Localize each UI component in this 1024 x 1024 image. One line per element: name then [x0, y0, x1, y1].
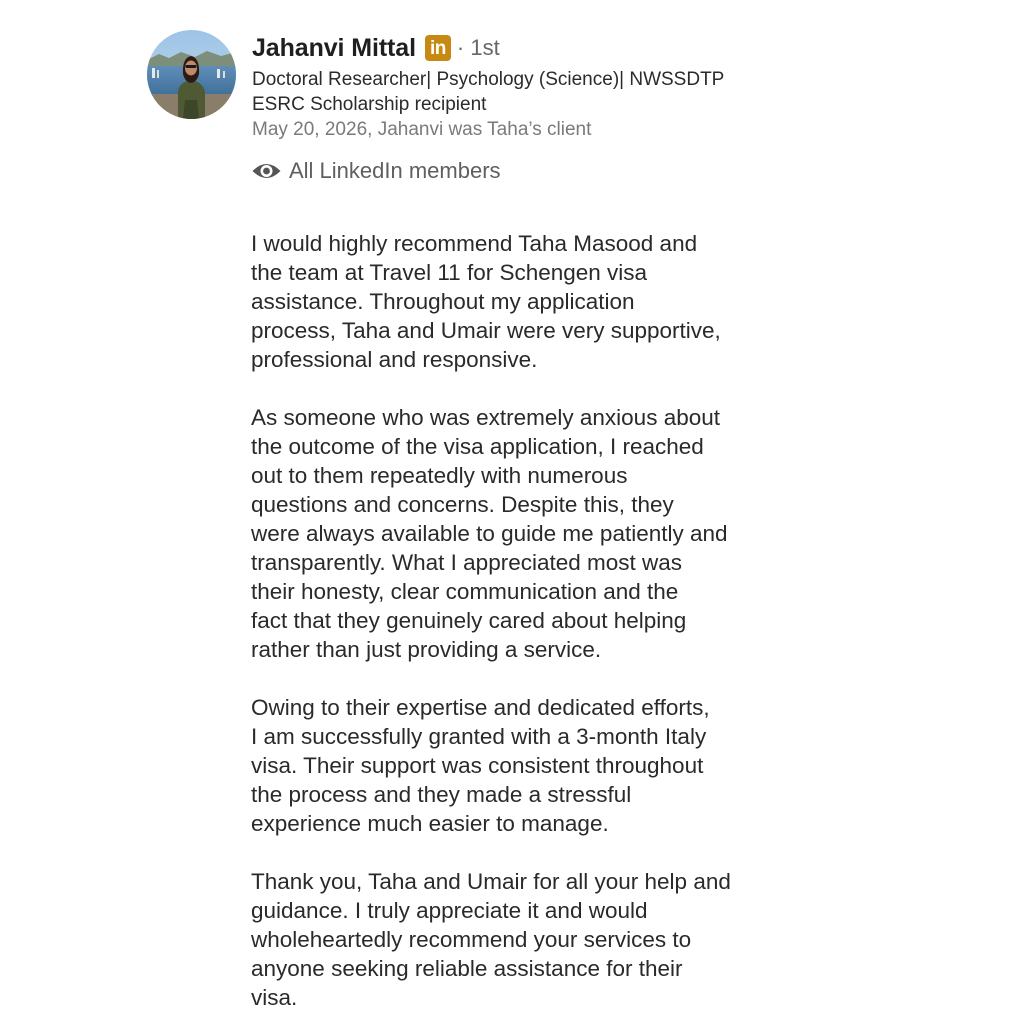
visibility-label: All LinkedIn members [289, 158, 501, 183]
author-avatar[interactable] [147, 30, 236, 119]
linkedin-badge-text: in [429, 38, 446, 59]
linkedin-badge-icon [425, 35, 451, 61]
recommendation-paragraph: As someone who was extremely anxious about the outcome of the visa application, I reached out to them repeatedly with numerous questions and concerns. Despite this, they were always available to guide me patiently and transparently. What I appreciated most was their honesty, clear communication and the fact that they genuinely cared about helping rather than just providing a service. [251, 405, 728, 662]
connection-degree: · 1st [456, 35, 500, 60]
author-headline-line-2: ESRC Scholarship recipient [252, 94, 487, 115]
recommendation-header [252, 29, 952, 142]
recommendation-paragraph: Owing to their expertise and dedicated efforts, I am successfully granted with a 3-month Italy visa. Their support was consistent throughout the process and they made a stressful experience much easier to manage. [251, 695, 710, 836]
recommendation-paragraph: Thank you, Taha and Umair for all your help and guidance. I truly appreciate it and would wholeheartedly recommend your services to anyone seeking reliable assistance for their visa. [251, 869, 731, 1010]
recommendation-body [251, 229, 811, 1012]
recommendation-date-relation: May 20, 2026, Jahanvi was Taha’s client [252, 119, 592, 140]
name-row [252, 29, 952, 67]
author-name[interactable]: Jahanvi Mittal [252, 33, 416, 62]
author-headline-line-1: Doctoral Researcher| Psychology (Science)| NWSSDTP [252, 69, 725, 90]
eye-icon [251, 160, 282, 182]
visibility-setting[interactable] [251, 158, 501, 184]
recommendation-paragraph: I would highly recommend Taha Masood and the team at Travel 11 for Schengen visa assistance. Throughout my application process, Taha and Umair were very supportive, professional and responsive. [251, 231, 721, 372]
